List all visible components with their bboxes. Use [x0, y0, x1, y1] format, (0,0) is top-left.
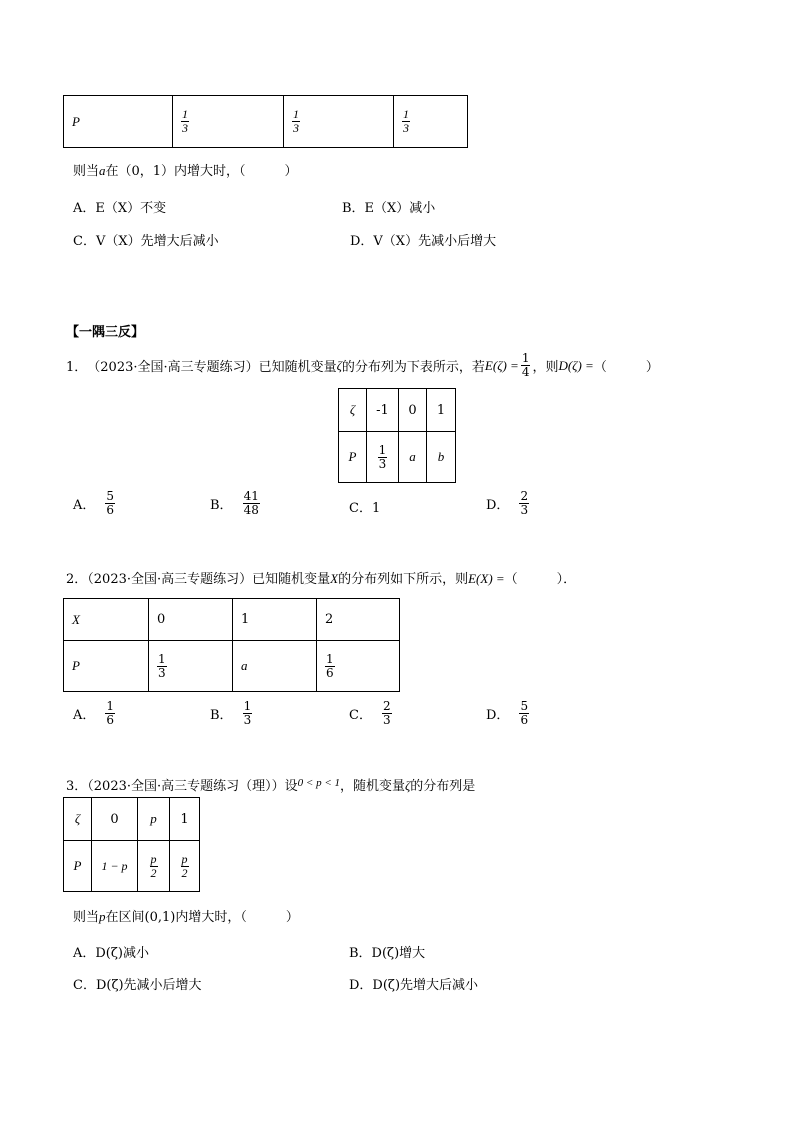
q1-option-d[interactable]: D． $\frac{2}{3}$	[486, 489, 529, 517]
q2-option-b[interactable]: B． $\frac{1}{3}$	[210, 699, 252, 727]
section-title: 【一隅三反】	[66, 325, 145, 340]
q0-option-c[interactable]: C．V（X）先增大后减小	[73, 234, 219, 249]
row-label-p: P	[64, 841, 92, 892]
prob-cell: 1 − p	[92, 841, 138, 892]
row-label-p: P	[339, 432, 367, 483]
table-header-var: ζ	[64, 798, 92, 841]
prob-cell: $\frac{p}{2}$	[138, 841, 170, 892]
q0-stem: 则当a在（0，1）内增大时，（ ）	[73, 163, 298, 179]
q3-stem-2: 则当p在区间(0,1)内增大时，（ ）	[73, 909, 299, 925]
q0-option-b[interactable]: B．E（X）减小	[342, 201, 436, 216]
table-header-value: 0	[399, 389, 427, 432]
q3-distribution-table	[63, 797, 200, 892]
q1-option-c[interactable]: C．1	[349, 501, 381, 516]
q3-option-c[interactable]: C．D(ζ)先减小后增大	[73, 978, 202, 993]
q2-option-a[interactable]: A． $\frac{1}{6}$	[73, 699, 115, 727]
row-label-p: P	[64, 641, 149, 692]
q2-option-d[interactable]: D． $\frac{5}{6}$	[486, 699, 529, 727]
q0-option-a[interactable]: A．E（X）不变	[73, 201, 167, 216]
prob-cell: $\frac{1}{3}$	[284, 96, 394, 148]
row-label-p: P	[64, 96, 173, 148]
q3-option-d[interactable]: D．D(ζ)先增大后减小	[349, 978, 479, 993]
top-distribution-table	[63, 95, 468, 148]
q1-stem: 1． （2023·全国·高三专题练习）已知随机变量 ζ 的分布列为下表所示，若 E(ζ) = $\frac{1}{4}$ ，则 D(ζ) = （ ）	[66, 351, 659, 379]
table-header-value: 2	[317, 599, 400, 641]
q2-distribution-table	[63, 598, 400, 692]
prob-cell: a	[399, 432, 427, 483]
prob-cell: $\frac{1}{3}$	[149, 641, 233, 692]
table-header-value: 0	[92, 798, 138, 841]
table-header-value: 1	[427, 389, 456, 432]
q1-option-b[interactable]: B． $\frac{41}{48}$	[210, 489, 259, 517]
prob-cell: $\frac{1}{3}$	[367, 432, 399, 483]
prob-cell: b	[427, 432, 456, 483]
table-header-value: 1	[170, 798, 200, 841]
prob-cell: $\frac{1}{6}$	[317, 641, 400, 692]
table-header-value: 1	[233, 599, 317, 641]
q3-option-a[interactable]: A．D(ζ)减小	[73, 946, 150, 961]
prob-cell: $\frac{1}{3}$	[173, 96, 284, 148]
table-header-value: -1	[367, 389, 399, 432]
table-header-var: ζ	[339, 389, 367, 432]
table-header-value: p	[138, 798, 170, 841]
prob-cell: $\frac{1}{3}$	[394, 96, 468, 148]
q0-option-d[interactable]: D．V（X）先减小后增大	[350, 234, 497, 249]
q3-stem: 3．（2023·全国·高三专题练习（理））设$^{0 < p < 1}$，随机变量ζ的分布列是	[66, 777, 476, 794]
table-header-value: 0	[149, 599, 233, 641]
prob-cell: a	[233, 641, 317, 692]
q3-option-b[interactable]: B．D(ζ)增大	[349, 946, 426, 961]
prob-cell: $\frac{p}{2}$	[170, 841, 200, 892]
table-header-var: X	[64, 599, 149, 641]
q1-distribution-table	[338, 388, 456, 483]
q2-option-c[interactable]: C． $\frac{2}{3}$	[349, 699, 391, 727]
q1-option-a[interactable]: A． $\frac{5}{6}$	[73, 489, 115, 517]
q2-stem: 2．（2023·全国·高三专题练习）已知随机变量X的分布列如下所示，则E(X) =（ ）．	[66, 571, 577, 587]
